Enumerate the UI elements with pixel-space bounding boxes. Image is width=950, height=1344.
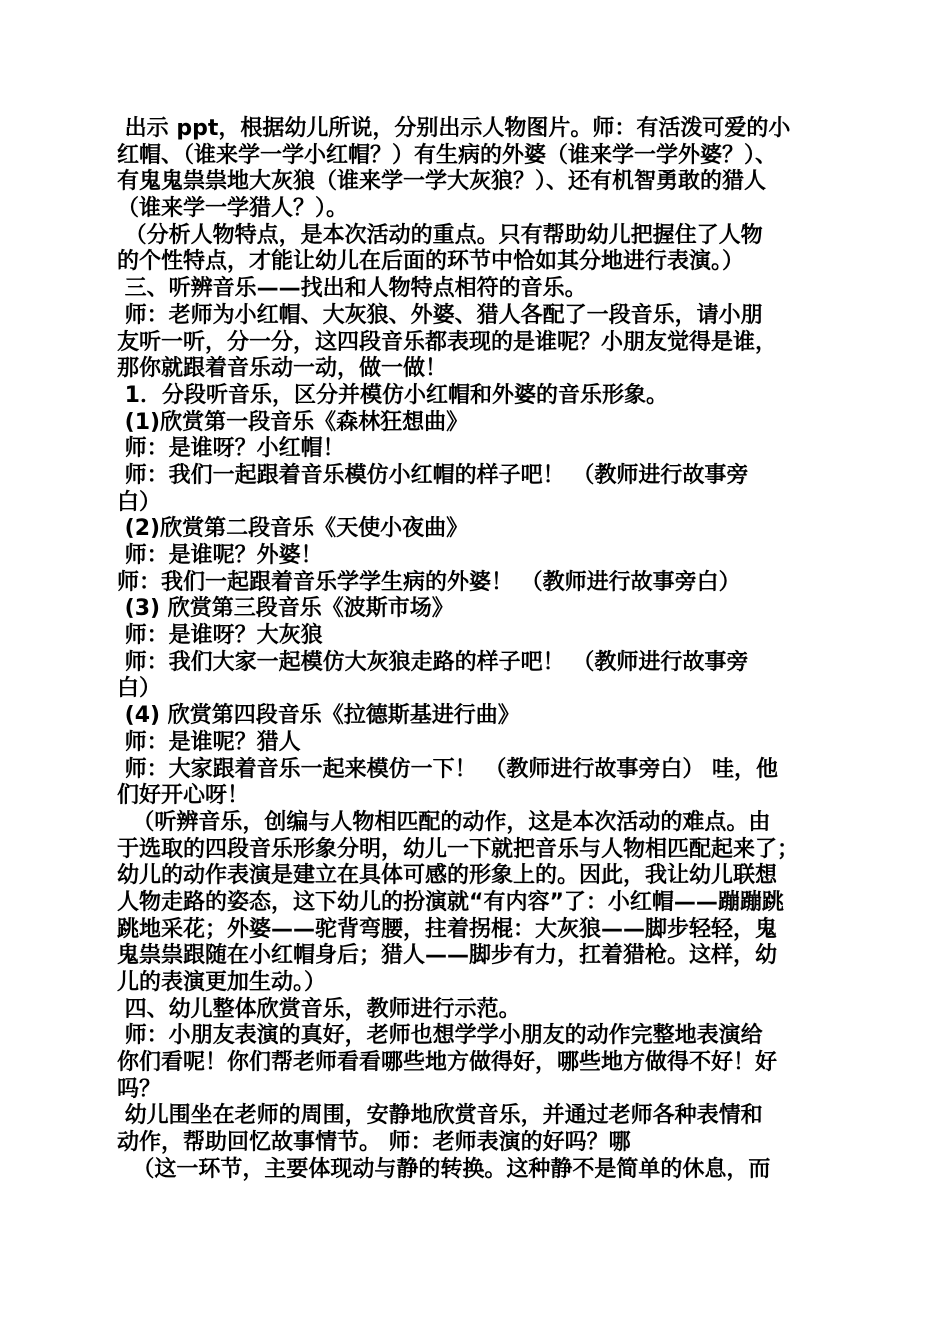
text-line: （这一环节，主要体现动与静的转换。这种静不是简单的休息，而 bbox=[117, 1156, 771, 1182]
text-line: 动作，帮助回忆故事情节。 师：老师表演的好吗？哪 bbox=[117, 1130, 631, 1156]
text-line: 1．分段听音乐，区分并模仿小红帽和外婆的音乐形象。 bbox=[117, 382, 668, 408]
text-line: 师：我们大家一起模仿大灰狼走路的样子吧！ （教师进行故事旁 bbox=[117, 649, 749, 675]
text-line: (1)欣赏第一段音乐《森林狂想曲》 bbox=[117, 409, 469, 435]
text-line: 幼儿的动作表演是建立在具体可感的形象上的。因此，我让幼儿联想 bbox=[117, 863, 778, 889]
text-line: 跳地采花；外婆——驼背弯腰，拄着拐棍：大灰狼——脚步轻轻，鬼 bbox=[117, 916, 778, 942]
text-line: 人物走路的姿态，这下幼儿的扮演就“有内容”了：小红帽——蹦蹦跳 bbox=[117, 889, 784, 915]
text-line: 四、幼儿整体欣赏音乐，教师进行示范。 bbox=[117, 996, 521, 1022]
text-line: 有鬼鬼祟祟地大灰狼（谁来学一学大灰狼？）、还有机智勇敢的猎人 bbox=[117, 169, 767, 195]
text-line: (3) 欣赏第三段音乐《波斯市场》 bbox=[117, 596, 454, 622]
text-line: 师：是谁呀？小红帽！ bbox=[117, 436, 345, 462]
text-line: 幼儿围坐在老师的周围，安静地欣赏音乐，并通过老师各种表情和 bbox=[117, 1103, 763, 1129]
text-line: 师：小朋友表演的真好，老师也想学学小朋友的动作完整地表演给 bbox=[117, 1023, 763, 1049]
text-line: 师：大家跟着音乐一起来模仿一下！ （教师进行故事旁白） 哇，他 bbox=[117, 756, 778, 782]
text-line: 于选取的四段音乐形象分明，幼儿一下就把音乐与人物相匹配起来了； bbox=[117, 836, 800, 862]
text-line: 你们看呢！你们帮老师看看哪些地方做得好，哪些地方做得不好！好 bbox=[117, 1050, 778, 1076]
text-line: 吗？ bbox=[117, 1076, 162, 1102]
text-line: 师：我们一起跟着音乐学学生病的外婆！ （教师进行故事旁白） bbox=[117, 569, 741, 595]
text-line: 白） bbox=[117, 489, 162, 515]
text-line: 鬼祟祟跟随在小红帽身后；猎人——脚步有力，扛着猎枪。这样，幼 bbox=[117, 943, 778, 969]
text-line: 师：老师为小红帽、大灰狼、外婆、猎人各配了一段音乐，请小朋 bbox=[117, 302, 763, 328]
text-line: 出示 ppt，根据幼儿所说，分别出示人物图片。师：有活泼可爱的小 bbox=[117, 116, 791, 141]
text-line: 师：是谁呀？大灰狼 bbox=[117, 623, 323, 649]
text-line: 师：是谁呢？猎人 bbox=[117, 729, 301, 755]
text-line: 儿的表演更加生动。） bbox=[117, 970, 327, 995]
document-body-text bbox=[117, 116, 847, 1184]
text-line: 师：我们一起跟着音乐模仿小红帽的样子吧！ （教师进行故事旁 bbox=[117, 462, 749, 488]
text-line: 友听一听，分一分，这四段音乐都表现的是谁呢？小朋友觉得是谁， bbox=[117, 329, 778, 355]
text-line: 白） bbox=[117, 676, 162, 702]
text-line: 的个性特点，才能让幼儿在后面的环节中恰如其分地进行表演。） bbox=[117, 249, 745, 275]
text-line: 三、听辨音乐——找出和人物特点相符的音乐。 bbox=[117, 276, 587, 302]
text-line: (2)欣赏第二段音乐《天使小夜曲》 bbox=[117, 516, 469, 542]
text-line: （分析人物特点，是本次活动的重点。只有帮助幼儿把握住了人物 bbox=[117, 222, 763, 248]
text-line: 红帽、（谁来学一学小红帽？）有生病的外婆（谁来学一学外婆？）、 bbox=[117, 142, 778, 168]
text-line: 那你就跟着音乐动一动，做一做！ bbox=[117, 356, 448, 382]
text-line: （听辨音乐，创编与人物相匹配的动作，这是本次活动的难点。由 bbox=[117, 809, 771, 835]
text-line: 师：是谁呢？外婆！ bbox=[117, 543, 323, 568]
text-line: (4) 欣赏第四段音乐《拉德斯基进行曲》 bbox=[117, 703, 520, 729]
text-line: 们好开心呀！ bbox=[117, 783, 250, 809]
text-line: （谁来学一学猎人？）。 bbox=[117, 196, 349, 222]
